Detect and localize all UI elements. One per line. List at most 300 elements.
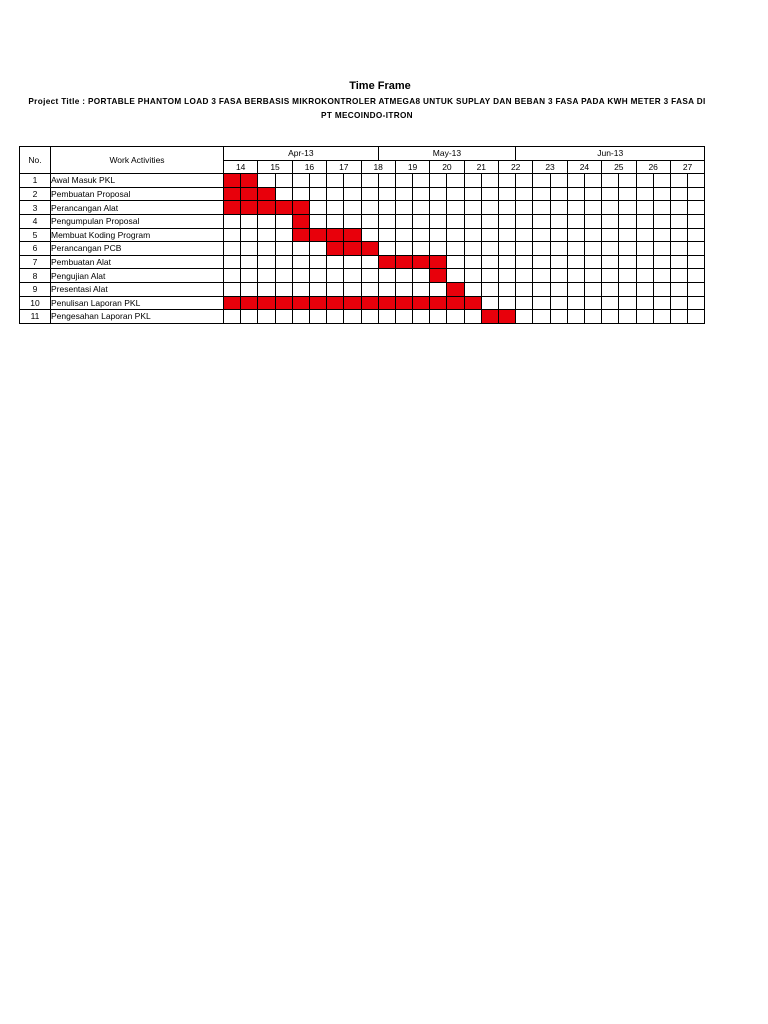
gantt-cell — [327, 201, 344, 215]
gantt-cell — [533, 296, 550, 310]
gantt-cell-active — [241, 201, 258, 215]
gantt-cell — [464, 269, 481, 283]
week-header: 17 — [327, 160, 361, 174]
gantt-cell — [430, 187, 447, 201]
gantt-cell — [499, 269, 516, 283]
gantt-cell — [516, 310, 533, 324]
gantt-cell — [344, 174, 361, 188]
gantt-cell — [309, 282, 326, 296]
gantt-cell — [430, 214, 447, 228]
gantt-cell — [499, 282, 516, 296]
gantt-cell-active — [499, 310, 516, 324]
gantt-cell — [688, 269, 705, 283]
gantt-cell — [309, 269, 326, 283]
gantt-cell — [258, 242, 275, 256]
gantt-cell-active — [378, 296, 395, 310]
gantt-cell — [533, 187, 550, 201]
gantt-cell — [275, 174, 292, 188]
gantt-cell — [602, 282, 619, 296]
gantt-cell — [688, 187, 705, 201]
gantt-cell-active — [292, 228, 309, 242]
gantt-cell — [430, 310, 447, 324]
gantt-cell — [670, 187, 687, 201]
gantt-cell — [447, 228, 464, 242]
gantt-cell — [567, 201, 584, 215]
gantt-cell-active — [241, 187, 258, 201]
gantt-cell — [292, 187, 309, 201]
gantt-cell — [584, 174, 601, 188]
row-number: 1 — [20, 174, 51, 188]
gantt-cell — [619, 310, 636, 324]
gantt-cell — [395, 201, 412, 215]
gantt-cell — [653, 310, 670, 324]
gantt-cell — [309, 187, 326, 201]
row-number: 7 — [20, 255, 51, 269]
gantt-cell — [636, 214, 653, 228]
gantt-cell — [224, 228, 241, 242]
gantt-cell — [653, 255, 670, 269]
gantt-cell — [258, 269, 275, 283]
gantt-cell — [567, 187, 584, 201]
gantt-cell — [258, 214, 275, 228]
gantt-cell — [430, 174, 447, 188]
gantt-cell — [619, 187, 636, 201]
gantt-cell — [567, 282, 584, 296]
gantt-cell — [550, 214, 567, 228]
gantt-cell — [464, 282, 481, 296]
gantt-cell — [533, 228, 550, 242]
gantt-cell — [224, 310, 241, 324]
gantt-cell — [378, 187, 395, 201]
gantt-cell — [413, 269, 430, 283]
week-header: 25 — [602, 160, 636, 174]
gantt-cell — [516, 242, 533, 256]
gantt-cell — [516, 269, 533, 283]
activity-name: Pembuatan Proposal — [51, 187, 224, 201]
gantt-cell — [653, 201, 670, 215]
gantt-cell — [327, 255, 344, 269]
gantt-cell — [533, 269, 550, 283]
gantt-cell — [395, 269, 412, 283]
gantt-cell — [292, 282, 309, 296]
gantt-cell — [361, 228, 378, 242]
gantt-cell — [567, 296, 584, 310]
gantt-cell — [516, 214, 533, 228]
gantt-cell — [550, 282, 567, 296]
gantt-cell — [395, 214, 412, 228]
gantt-cell — [378, 310, 395, 324]
table-row — [20, 174, 705, 188]
gantt-cell — [327, 310, 344, 324]
activity-name: Perancangan Alat — [51, 201, 224, 215]
gantt-cell — [344, 282, 361, 296]
gantt-cell-active — [447, 296, 464, 310]
gantt-cell — [670, 255, 687, 269]
gantt-cell — [464, 255, 481, 269]
gantt-cell — [378, 201, 395, 215]
gantt-cell — [224, 242, 241, 256]
gantt-cell — [550, 296, 567, 310]
gantt-cell — [688, 201, 705, 215]
gantt-cell — [688, 255, 705, 269]
gantt-cell — [378, 282, 395, 296]
gantt-cell — [481, 242, 498, 256]
gantt-cell — [241, 228, 258, 242]
gantt-cell — [584, 282, 601, 296]
gantt-cell — [584, 187, 601, 201]
gantt-cell — [567, 174, 584, 188]
gantt-cell — [516, 187, 533, 201]
gantt-cell — [584, 310, 601, 324]
gantt-cell — [430, 228, 447, 242]
gantt-cell — [516, 255, 533, 269]
gantt-cell-active — [361, 296, 378, 310]
gantt-cell — [550, 174, 567, 188]
gantt-cell — [327, 187, 344, 201]
gantt-cell — [241, 269, 258, 283]
gantt-cell — [499, 255, 516, 269]
gantt-cell — [378, 228, 395, 242]
gantt-cell — [292, 255, 309, 269]
gantt-cell — [327, 269, 344, 283]
gantt-cell — [550, 310, 567, 324]
gantt-cell — [602, 296, 619, 310]
gantt-cell — [258, 255, 275, 269]
gantt-cell — [584, 242, 601, 256]
table-row — [20, 228, 705, 242]
gantt-cell — [602, 214, 619, 228]
gantt-cell — [275, 242, 292, 256]
gantt-cell — [361, 201, 378, 215]
gantt-cell — [653, 242, 670, 256]
activity-name: Pengujian Alat — [51, 269, 224, 283]
row-number: 10 — [20, 296, 51, 310]
gantt-cell — [619, 242, 636, 256]
gantt-cell — [327, 174, 344, 188]
gantt-cell — [499, 242, 516, 256]
gantt-cell — [344, 187, 361, 201]
gantt-cell — [602, 228, 619, 242]
gantt-cell — [464, 214, 481, 228]
gantt-cell — [653, 269, 670, 283]
gantt-cell — [481, 174, 498, 188]
activity-name: Awal Masuk PKL — [51, 174, 224, 188]
gantt-cell — [292, 269, 309, 283]
gantt-cell — [636, 174, 653, 188]
gantt-cell — [499, 228, 516, 242]
gantt-cell — [636, 187, 653, 201]
gantt-cell — [241, 214, 258, 228]
table-row — [20, 214, 705, 228]
gantt-cell — [344, 310, 361, 324]
gantt-cell — [670, 242, 687, 256]
gantt-cell — [292, 174, 309, 188]
activity-name: Pengesahan Laporan PKL — [51, 310, 224, 324]
gantt-cell — [309, 214, 326, 228]
gantt-cell-active — [258, 187, 275, 201]
gantt-cell — [447, 201, 464, 215]
gantt-cell — [447, 242, 464, 256]
gantt-cell — [395, 310, 412, 324]
activity-rows — [20, 174, 705, 324]
gantt-cell-active — [344, 296, 361, 310]
gantt-cell-active — [327, 296, 344, 310]
gantt-cell — [224, 214, 241, 228]
gantt-cell — [602, 242, 619, 256]
gantt-cell-active — [292, 296, 309, 310]
gantt-cell — [481, 201, 498, 215]
gantt-cell-active — [378, 255, 395, 269]
gantt-cell — [464, 242, 481, 256]
table-row — [20, 201, 705, 215]
gantt-cell — [481, 269, 498, 283]
table-row — [20, 296, 705, 310]
gantt-cell-active — [224, 187, 241, 201]
gantt-cell-active — [309, 296, 326, 310]
gantt-cell — [567, 242, 584, 256]
gantt-cell — [344, 269, 361, 283]
gantt-cell — [378, 174, 395, 188]
gantt-cell — [413, 187, 430, 201]
week-header: 26 — [636, 160, 670, 174]
gantt-cell — [344, 255, 361, 269]
gantt-cell — [688, 310, 705, 324]
gantt-cell — [241, 282, 258, 296]
gantt-cell — [413, 214, 430, 228]
gantt-cell — [361, 187, 378, 201]
gantt-cell-active — [292, 201, 309, 215]
gantt-cell — [567, 310, 584, 324]
gantt-cell — [447, 214, 464, 228]
gantt-cell — [481, 187, 498, 201]
gantt-cell — [533, 174, 550, 188]
gantt-cell — [447, 269, 464, 283]
gantt-cell — [636, 201, 653, 215]
gantt-cell-active — [292, 214, 309, 228]
gantt-cell — [309, 201, 326, 215]
gantt-cell — [636, 242, 653, 256]
week-header: 20 — [430, 160, 464, 174]
gantt-cell — [533, 282, 550, 296]
row-number: 5 — [20, 228, 51, 242]
gantt-cell — [636, 228, 653, 242]
gantt-cell-active — [344, 228, 361, 242]
gantt-cell — [533, 255, 550, 269]
gantt-cell — [413, 310, 430, 324]
table-row — [20, 242, 705, 256]
gantt-cell — [584, 269, 601, 283]
gantt-cell — [499, 187, 516, 201]
gantt-cell — [378, 214, 395, 228]
gantt-cell — [602, 201, 619, 215]
row-number: 6 — [20, 242, 51, 256]
gantt-cell-active — [447, 282, 464, 296]
gantt-cell — [361, 269, 378, 283]
gantt-cell — [584, 255, 601, 269]
project-title: Project Title : PORTABLE PHANTOM LOAD 3 FASA BERBASIS MIKROKONTROLER ATMEGA8 UNTUK SUPLAY DAN BEBAN 3 FASA PADA KWH METER 3 FASA DI PT MECOINDO-ITRON — [28, 97, 706, 120]
gantt-cell — [533, 201, 550, 215]
gantt-cell — [413, 228, 430, 242]
week-header: 16 — [292, 160, 326, 174]
gantt-cell — [430, 201, 447, 215]
gantt-cell — [224, 269, 241, 283]
gantt-cell — [670, 282, 687, 296]
gantt-cell — [447, 174, 464, 188]
row-number: 4 — [20, 214, 51, 228]
gantt-cell-active — [361, 242, 378, 256]
gantt-cell — [464, 174, 481, 188]
gantt-cell — [464, 187, 481, 201]
gantt-cell — [670, 201, 687, 215]
week-header: 18 — [361, 160, 395, 174]
gantt-cell — [670, 228, 687, 242]
gantt-cell — [688, 174, 705, 188]
gantt-cell — [344, 214, 361, 228]
row-number: 11 — [20, 310, 51, 324]
gantt-cell — [309, 174, 326, 188]
gantt-cell — [619, 214, 636, 228]
gantt-cell — [550, 255, 567, 269]
gantt-cell — [619, 228, 636, 242]
gantt-cell — [361, 282, 378, 296]
gantt-cell — [670, 174, 687, 188]
gantt-cell-active — [258, 296, 275, 310]
table-row — [20, 269, 705, 283]
gantt-cell-active — [309, 228, 326, 242]
gantt-cell — [533, 310, 550, 324]
gantt-cell — [636, 269, 653, 283]
gantt-cell — [241, 255, 258, 269]
gantt-cell — [464, 228, 481, 242]
activity-name: Perancangan PCB — [51, 242, 224, 256]
month-header: Jun-13 — [516, 147, 705, 161]
gantt-cell — [670, 269, 687, 283]
gantt-cell — [636, 310, 653, 324]
row-number: 3 — [20, 201, 51, 215]
week-header: 19 — [395, 160, 429, 174]
table-row — [20, 310, 705, 324]
gantt-cell — [550, 269, 567, 283]
gantt-cell — [481, 214, 498, 228]
gantt-cell — [602, 187, 619, 201]
month-header: May-13 — [378, 147, 516, 161]
week-header: 23 — [533, 160, 567, 174]
gantt-cell — [481, 255, 498, 269]
week-header: 15 — [258, 160, 292, 174]
gantt-cell — [395, 228, 412, 242]
gantt-cell — [309, 242, 326, 256]
gantt-cell — [688, 242, 705, 256]
gantt-cell-active — [224, 296, 241, 310]
gantt-cell — [378, 242, 395, 256]
gantt-cell-active — [275, 201, 292, 215]
table-row — [20, 282, 705, 296]
gantt-cell — [533, 242, 550, 256]
gantt-cell — [275, 228, 292, 242]
gantt-cell — [413, 174, 430, 188]
row-number: 8 — [20, 269, 51, 283]
gantt-cell — [567, 214, 584, 228]
table-row — [20, 187, 705, 201]
gantt-cell — [292, 242, 309, 256]
gantt-cell — [413, 242, 430, 256]
gantt-cell — [378, 269, 395, 283]
gantt-cell — [275, 255, 292, 269]
gantt-cell — [516, 228, 533, 242]
gantt-cell — [533, 214, 550, 228]
gantt-cell — [516, 282, 533, 296]
gantt-cell-active — [413, 296, 430, 310]
gantt-cell-active — [481, 310, 498, 324]
gantt-cell-active — [241, 174, 258, 188]
gantt-cell — [241, 310, 258, 324]
gantt-cell — [636, 282, 653, 296]
gantt-cell — [395, 174, 412, 188]
gantt-cell — [224, 255, 241, 269]
gantt-cell — [653, 214, 670, 228]
row-number: 2 — [20, 187, 51, 201]
gantt-cell — [550, 228, 567, 242]
gantt-cell — [636, 296, 653, 310]
gantt-cell — [567, 255, 584, 269]
gantt-cell — [619, 296, 636, 310]
gantt-cell — [464, 201, 481, 215]
gantt-cell — [258, 174, 275, 188]
month-header-row — [20, 147, 705, 161]
gantt-cell — [636, 255, 653, 269]
gantt-cell — [653, 228, 670, 242]
activity-column-header: Work Activities — [51, 147, 224, 174]
activity-name: Pengumpulan Proposal — [51, 214, 224, 228]
gantt-cell — [499, 214, 516, 228]
gantt-cell — [602, 174, 619, 188]
gantt-cell-active — [344, 242, 361, 256]
gantt-cell — [653, 296, 670, 310]
week-header: 24 — [567, 160, 601, 174]
gantt-cell-active — [224, 201, 241, 215]
gantt-cell — [516, 296, 533, 310]
gantt-cell — [602, 269, 619, 283]
table-row — [20, 255, 705, 269]
gantt-cell — [688, 282, 705, 296]
gantt-cell — [258, 228, 275, 242]
gantt-cell — [309, 310, 326, 324]
gantt-cell — [430, 242, 447, 256]
gantt-cell — [309, 255, 326, 269]
gantt-cell-active — [395, 296, 412, 310]
gantt-cell-active — [430, 269, 447, 283]
gantt-cell — [344, 201, 361, 215]
gantt-cell — [481, 282, 498, 296]
gantt-cell — [499, 174, 516, 188]
gantt-cell — [275, 214, 292, 228]
gantt-cell — [275, 269, 292, 283]
gantt-cell — [395, 282, 412, 296]
gantt-cell — [499, 201, 516, 215]
gantt-cell — [688, 214, 705, 228]
gantt-cell — [550, 187, 567, 201]
gantt-cell — [224, 282, 241, 296]
gantt-cell-active — [241, 296, 258, 310]
gantt-cell — [602, 310, 619, 324]
gantt-cell — [447, 187, 464, 201]
gantt-cell — [327, 214, 344, 228]
gantt-cell-active — [430, 255, 447, 269]
week-header: 27 — [670, 160, 704, 174]
gantt-cell — [653, 174, 670, 188]
gantt-cell — [275, 310, 292, 324]
gantt-cell — [619, 174, 636, 188]
